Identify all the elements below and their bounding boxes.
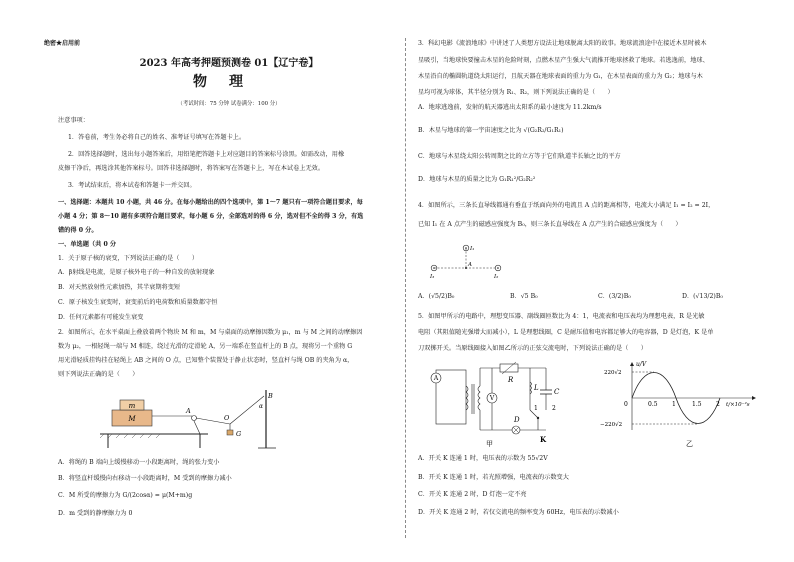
label-D: D bbox=[514, 416, 520, 424]
q5-option-a: A．开关 K 连通 1 时，电压表的示数为 55√2V bbox=[418, 455, 548, 462]
label-M: M bbox=[128, 415, 136, 423]
q1-option-d: D．任何元素都有可能发生衰变 bbox=[58, 314, 144, 321]
label-ammeter: A bbox=[433, 375, 439, 382]
q3-line-3: 木星沿自的椭圆轨道绕太阳运行，且航天器在地球表面的重力为 G₁，在木星表面的重力为 G₂；地球与木 bbox=[418, 73, 703, 80]
q1-option-c: C．原子核发生衰变时，衰变前后的电荷数和质量数都守恒 bbox=[58, 299, 218, 306]
tick-0-5: 0.5 bbox=[648, 401, 658, 408]
note-2b: 皮擦干净后，再选涂其他答案标号。回答非选择题时，将答案写在答题卡上，写在本试卷上无效。 bbox=[58, 165, 325, 172]
q4-figure bbox=[428, 240, 518, 288]
q4-option-d: D．(√13/2)B₀ bbox=[682, 293, 723, 300]
tick-0: 0 bbox=[624, 401, 628, 408]
weight-G bbox=[227, 430, 233, 435]
q2-option-d: D．m 受到的静摩擦力为 0 bbox=[58, 510, 133, 517]
q4-line-1: 4．如图所示，三条长直导线都通有垂直于纸面向外的电流且 A 点的距离相等，电流大小满足 I₁ = I₂ = 2I， bbox=[418, 202, 715, 209]
note-1: 1．答卷前，考生务必将自己的姓名、准考证号填写在答题卡上。 bbox=[68, 134, 246, 141]
right-column bbox=[418, 0, 772, 562]
label-C: C bbox=[554, 388, 560, 396]
q4-option-c: C．(3/2)B₀ bbox=[598, 293, 631, 300]
q5-waveform-graph bbox=[600, 360, 764, 450]
q3-line-4: 星均可视为球体，其半径分别为 R₁、R₂，则下列说法正确的是（ ） bbox=[418, 89, 614, 96]
q4-option-a: A．(√5/2)B₀ bbox=[418, 293, 455, 300]
label-i1: I₁ bbox=[470, 246, 475, 252]
label-A: A bbox=[468, 262, 472, 268]
q5-line-1: 5．如图甲所示的电路中，理想变压器、副线圈匝数比为 4：1，电流表和电压表均为理想电表，R 是光敏 bbox=[418, 313, 705, 320]
label-L: L bbox=[534, 384, 539, 392]
q3-option-a: A．地球逃逸前，发射的航天器逃出太阳系的最小速度为 11.2km/s bbox=[418, 104, 602, 111]
q5-option-b: B．开关 K 连通 1 时，若光照增强，电流表的示数变大 bbox=[418, 474, 569, 481]
label-yaxis: u/V bbox=[636, 361, 647, 368]
label-tunit: t/×10⁻²s bbox=[726, 402, 750, 408]
q4-option-b: B．√5 B₀ bbox=[510, 293, 538, 300]
table-hatch bbox=[100, 434, 160, 438]
q3-line-1: 3．科幻电影《流浪地球》中讲述了人类想方设法让地球脱离太阳的故事。地球流浪途中在接近木星时被木 bbox=[418, 40, 707, 47]
q2-line-3: 用光滑轻质挂钩挂在轻绳上 AB 之间的 O 点，已知整个装置处于静止状态时，竖直杆与绳 OB 的夹角为 α， bbox=[58, 357, 354, 364]
q1-option-a: A．β射线是电流，是原子核外电子的一种自发的放射现象 bbox=[58, 269, 215, 276]
pulley-A bbox=[192, 416, 197, 421]
label-yi: 乙 bbox=[686, 440, 693, 448]
q5-line-3: 刀双掷开关。当原线圈接入如图乙所示的正弦交流电时，下列说法正确的是（ ） bbox=[418, 345, 647, 352]
label-k1: 1 bbox=[534, 405, 538, 412]
section-intro-c: 错的得 0 分。 bbox=[58, 227, 98, 234]
label-ytop: 220√2 bbox=[604, 370, 622, 376]
exam-title: 2023 年高考押题预测卷 01【辽宁卷】 bbox=[139, 58, 319, 69]
label-i2: I₂ bbox=[494, 274, 499, 280]
q1-stem: 1．关于原子核的衰变，下列说法正确的是（ ） bbox=[58, 255, 199, 262]
section-intro-a: 一、选择题：本题共 10 小题，共 46 分。在每小题给出的四个选项中，第 1～7 题只有一项符合题目要求，每 bbox=[58, 199, 363, 206]
tick-1-5: 1.5 bbox=[692, 401, 702, 408]
q2-option-b: B．将竖直杆缓慢向右移动一小段距离时，M 受到的摩擦力减小 bbox=[58, 475, 232, 482]
q1-option-b: B．对天然放射性元素加热，其半衰期将变短 bbox=[58, 284, 181, 291]
label-jia: 甲 bbox=[486, 440, 493, 448]
q5-circuit-figure bbox=[426, 360, 576, 450]
label-i3: I₃ bbox=[430, 274, 435, 280]
q2-line-1: 2．如图所示，在水平桌面上叠放着两个物块 M 和 m，M 与桌面的动摩擦因数为 μ₁，m 与 M 之间的动摩擦因 bbox=[58, 329, 363, 336]
q2-option-a: A．将绳的 B 端向上缓慢移动一小段距离时，绳的张力变小 bbox=[58, 459, 220, 466]
q3-option-b: B．木星与地球的第一宇宙速度之比为 √(G₂R₂/G₁R₁) bbox=[418, 127, 564, 134]
secret-label: 绝密★启用前 bbox=[44, 40, 81, 47]
label-R: R bbox=[508, 376, 514, 384]
notes-heading: 注意事项： bbox=[58, 117, 89, 124]
label-voltmeter: V bbox=[489, 395, 495, 402]
label-B: B bbox=[268, 392, 273, 400]
q3-option-d: D．地球与木星的质量之比为 G₁R₁²/G₂R₂² bbox=[418, 176, 536, 183]
q2-figure bbox=[100, 388, 280, 450]
rope-OB bbox=[230, 396, 264, 424]
label-A: A bbox=[186, 407, 191, 415]
section-intro-b: 小题 4 分；第 8～10 题有多项符合题目要求，每小题 6 分，全部选对的得 6 分，选对但不全的得 3 分，有选 bbox=[58, 213, 364, 220]
column-divider bbox=[405, 38, 406, 538]
q3-line-2: 星吸引，当地球快要撞击木星的危险时刻，点燃木星产生强大气流推开地球拯救了地球。若逃逸前，地球、 bbox=[418, 57, 709, 64]
q3-option-c: C．地球与木星绕太阳公转周期之比的立方等于它们轨道半长轴之比的平方 bbox=[418, 153, 621, 160]
q4-line-2: 已知 I₁ 在 A 点产生的磁感应强度为 B₀，则三条长直导线在 A 点产生的合磁感应强度为（ ） bbox=[418, 221, 682, 228]
q5-line-2: 电阻（其阻值随光强增大而减小），L 是理想线圈，C 是耐压值和电容都足够大的电容器，D 是灯泡，K 是单 bbox=[418, 329, 714, 336]
label-alpha: α bbox=[259, 403, 264, 410]
q2-option-c: C．M 所受的摩擦力为 G/(2cosα) = μ(M+m)g bbox=[58, 492, 193, 499]
single-choice-heading: 一、单选题（共 0 分 bbox=[58, 241, 117, 248]
label-m: m bbox=[128, 402, 136, 410]
subject-title: 物理 bbox=[193, 74, 265, 90]
secondary-coil bbox=[478, 386, 480, 410]
label-K: K bbox=[540, 435, 547, 444]
exam-meta: （考试时间：75 分钟 试卷满分：100 分） bbox=[177, 101, 281, 107]
q5-option-d: D．开关 K 连通 2 时，若仅交流电的频率变为 60Hz，电压表的示数减小 bbox=[418, 509, 619, 516]
left-column bbox=[44, 0, 398, 562]
label-ybot: −220√2 bbox=[600, 422, 623, 428]
q2-line-4: 则下列说法正确的是（ ） bbox=[58, 371, 139, 378]
label-k2: 2 bbox=[552, 405, 556, 412]
q2-line-2: 数为 μ₂，一根轻绳一端与 M 相连，绕过光滑的定滑轮 A，另一端系在竖直杆上的 B 点，现将另一个重物 G bbox=[58, 343, 353, 350]
note-2a: 2．回答选择题时，选出每小题答案后，用铅笔把答题卡上对应题目的答案标号涂黑。如需改动，用橡 bbox=[68, 151, 345, 158]
note-3: 3．考试结束后，将本试卷和答题卡一并交回。 bbox=[68, 182, 196, 189]
tick-2: 2 bbox=[716, 401, 720, 408]
label-G: G bbox=[236, 430, 242, 438]
q5-option-c: C．开关 K 连通 2 时，D 灯泡一定不亮 bbox=[418, 491, 527, 498]
tick-1: 1 bbox=[672, 401, 676, 408]
point-A bbox=[465, 267, 467, 269]
pulley-mount bbox=[194, 421, 200, 434]
label-O: O bbox=[224, 414, 230, 422]
